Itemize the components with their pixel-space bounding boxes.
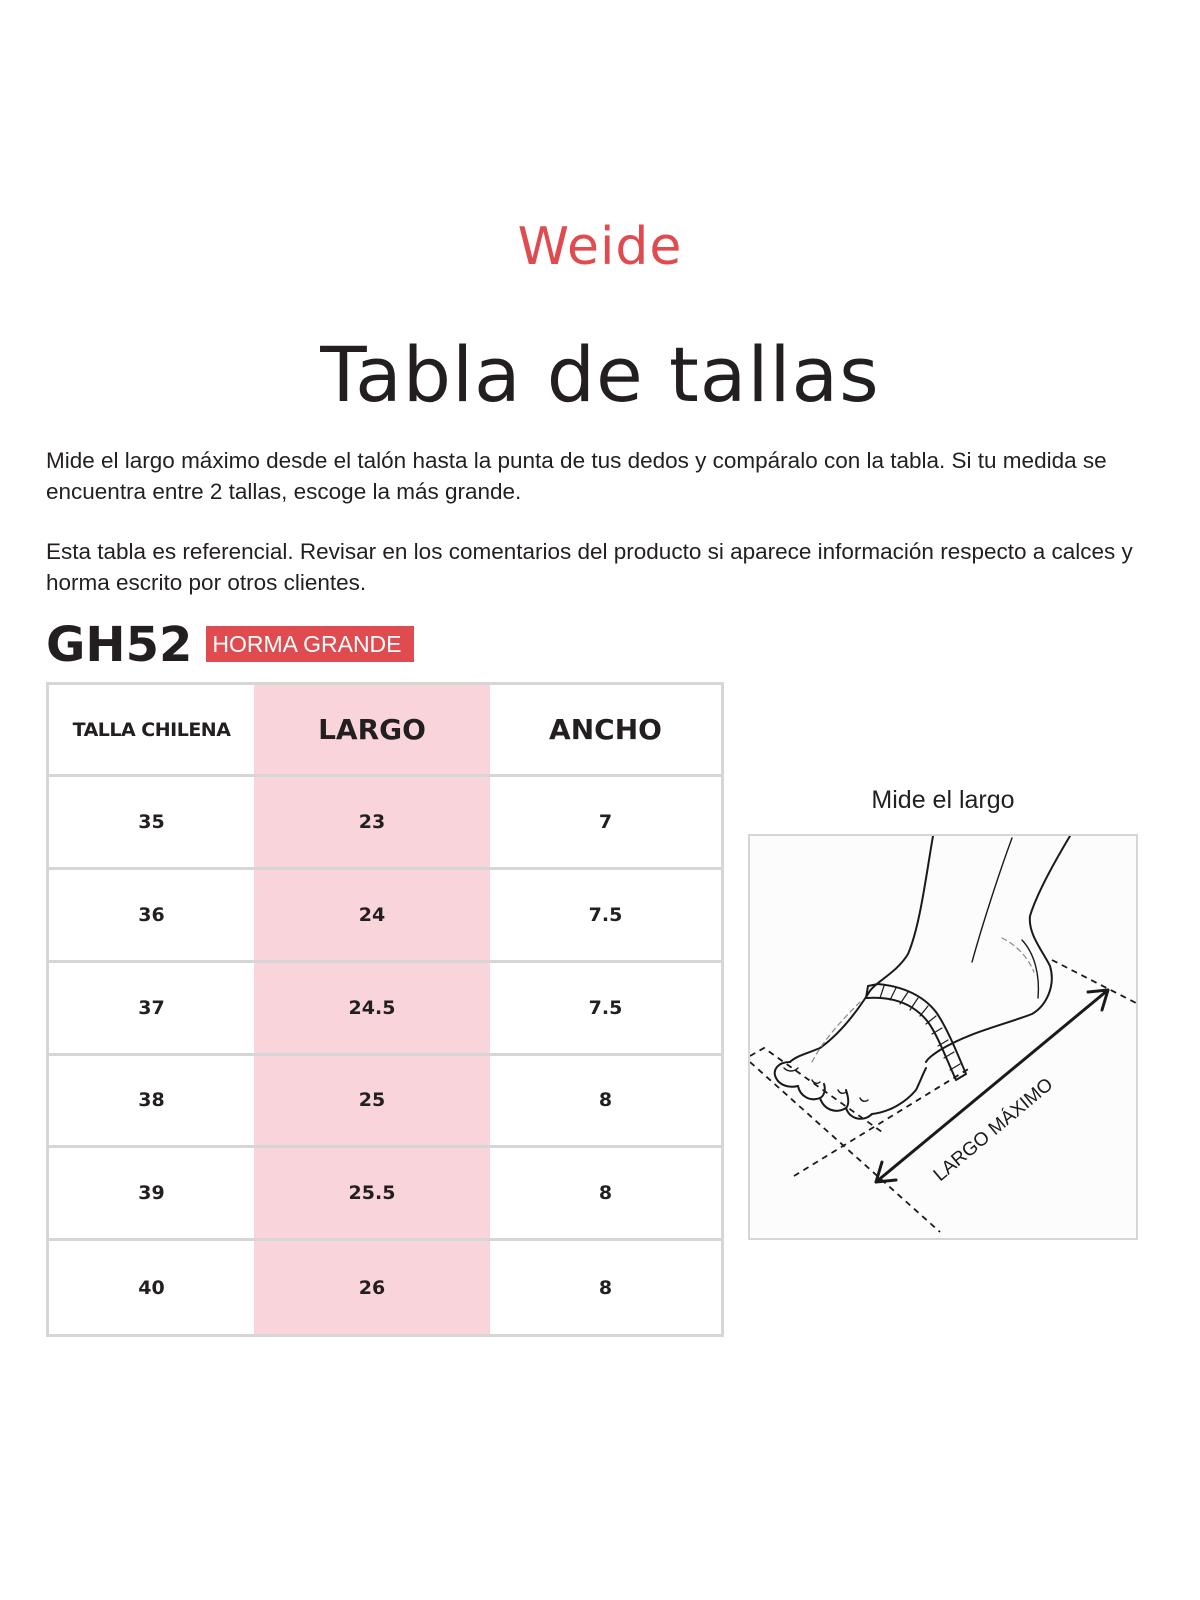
table-cell-talla: 36 xyxy=(49,870,254,963)
table-cell-largo: 25 xyxy=(254,1056,490,1149)
table-cell-largo: 24 xyxy=(254,870,490,963)
column-header-largo: LARGO xyxy=(254,685,490,777)
size-table xyxy=(46,682,724,1337)
table-cell-largo: 24.5 xyxy=(254,963,490,1056)
table-cell-talla: 37 xyxy=(49,963,254,1056)
foot-measurement-icon xyxy=(750,836,1136,1238)
column-header-talla-chilena: TALLA CHILENA xyxy=(49,685,254,777)
table-cell-talla: 35 xyxy=(49,777,254,870)
instructions-paragraph-2: Esta tabla es referencial. Revisar en los comentarios del producto si aparece información respecto a calces y horma escrito por otros clientes. xyxy=(46,539,1133,595)
table-cell-ancho: 8 xyxy=(490,1148,721,1241)
table-cell-largo: 23 xyxy=(254,777,490,870)
page-title: Tabla de tallas xyxy=(320,330,880,419)
table-cell-ancho: 7 xyxy=(490,777,721,870)
brand-logo: Weide xyxy=(517,217,683,277)
table-cell-ancho: 7.5 xyxy=(490,963,721,1056)
illustration-caption: Mide el largo xyxy=(871,786,1015,814)
foot-measurement-illustration xyxy=(748,834,1138,1240)
table-cell-talla: 38 xyxy=(49,1056,254,1149)
model-code: GH52 xyxy=(46,617,193,673)
table-cell-ancho: 7.5 xyxy=(490,870,721,963)
largo-maximo-label: LARGO MÁXIMO xyxy=(929,1074,1058,1186)
table-cell-ancho: 8 xyxy=(598,1276,613,1299)
table-cell-largo: 25.5 xyxy=(254,1148,490,1241)
fit-badge: HORMA GRANDE xyxy=(206,626,413,662)
table-cell-talla: 39 xyxy=(49,1148,254,1241)
table-cell-ancho: 8 xyxy=(490,1056,721,1149)
table-cell-talla: 40 xyxy=(138,1276,165,1299)
column-header-ancho: ANCHO xyxy=(490,685,721,777)
instructions-paragraph-1: Mide el largo máximo desde el talón hasta la punta de tus dedos y compáralo con la tabla. Si tu medida se encuentra entre 2 tallas, escoge la más grande. xyxy=(46,448,1107,504)
model-heading xyxy=(46,617,414,673)
table-cell-largo: 26 xyxy=(254,1241,490,1334)
